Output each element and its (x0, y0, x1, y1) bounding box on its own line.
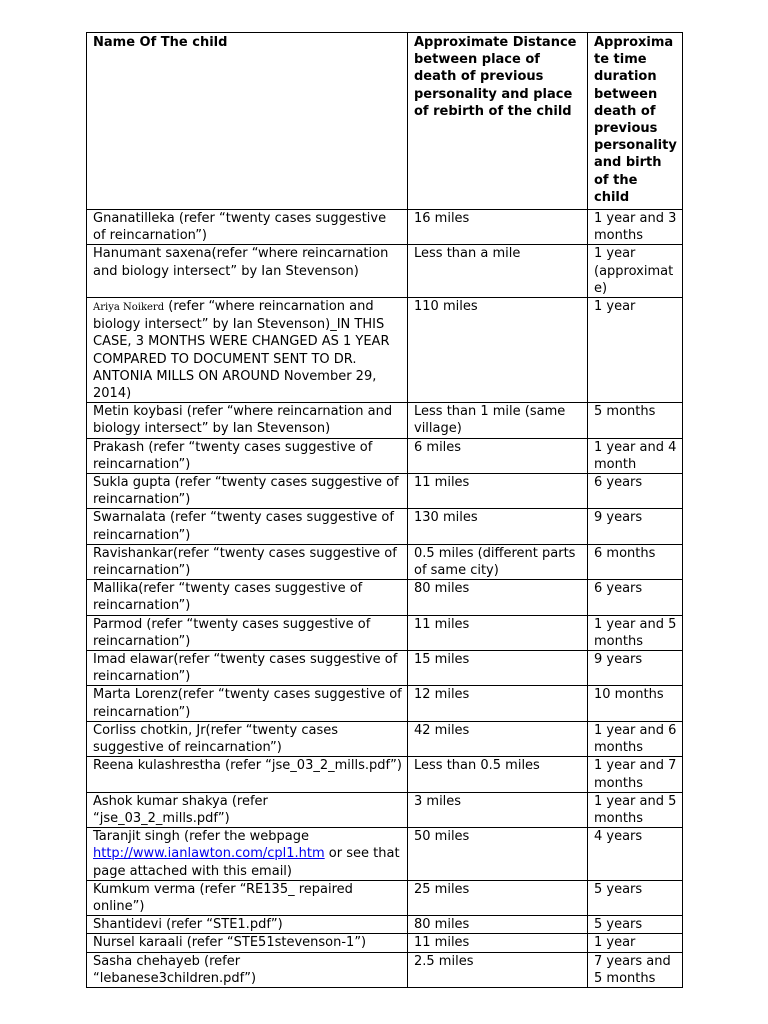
header-distance: Approximate Distance between place of death of previous personality and place of rebirth of the child (408, 33, 588, 210)
cell-name: Shantidevi (refer “STE1.pdf”) (87, 916, 408, 934)
cell-time: 5 months (588, 403, 683, 438)
cell-distance: 15 miles (408, 651, 588, 686)
cell-distance: 80 miles (408, 916, 588, 934)
cell-time: 6 months (588, 544, 683, 579)
cell-time: 1 year (588, 934, 683, 952)
cell-name: Reena kulashrestha (refer “jse_03_2_mills.pdf”) (87, 757, 408, 792)
cell-time: 5 years (588, 880, 683, 915)
cell-name-text: or see that page attached with this email) (93, 846, 400, 879)
cell-distance: 0.5 miles (different parts of same city) (408, 544, 588, 579)
table-row (87, 757, 683, 792)
table-row (87, 210, 683, 245)
cell-name (87, 298, 408, 403)
table-row (87, 721, 683, 756)
cell-name: Ashok kumar shakya (refer “jse_03_2_mills.pdf”) (87, 792, 408, 827)
cell-time: 9 years (588, 651, 683, 686)
cell-time: 10 months (588, 686, 683, 721)
table-row (87, 916, 683, 934)
cell-name: Prakash (refer “twenty cases suggestive of reincarnation”) (87, 438, 408, 473)
cell-distance: 110 miles (408, 298, 588, 403)
cell-name: Ravishankar(refer “twenty cases suggestive of reincarnation”) (87, 544, 408, 579)
children-table (86, 32, 683, 988)
cell-distance: Less than 0.5 miles (408, 757, 588, 792)
table-row (87, 615, 683, 650)
cell-name: Hanumant saxena(refer “where reincarnation and biology intersect” by Ian Stevenson) (87, 245, 408, 298)
cell-distance: Less than 1 mile (same village) (408, 403, 588, 438)
cell-distance: 11 miles (408, 474, 588, 509)
header-name: Name Of The child (87, 33, 408, 210)
cell-name: Nursel karaali (refer “STE51stevenson-1”) (87, 934, 408, 952)
cell-time: 7 years and 5 months (588, 952, 683, 987)
cell-name: Kumkum verma (refer “RE135_ repaired online”) (87, 880, 408, 915)
cell-name: Gnanatilleka (refer “twenty cases suggestive of reincarnation”) (87, 210, 408, 245)
cell-name: Swarnalata (refer “twenty cases suggestive of reincarnation”) (87, 509, 408, 544)
cell-time: 9 years (588, 509, 683, 544)
table-row (87, 792, 683, 827)
cell-time: 6 years (588, 580, 683, 615)
cell-distance: 16 miles (408, 210, 588, 245)
cell-name-text: (refer “where reincarnation and biology intersect” by Ian Stevenson)_IN THIS CASE, 3 MONTHS WERE CHANGED AS 1 YEAR COMPARED TO DOCUMENT SENT TO DR. ANTONIA MILLS ON AROUND November 29, 2014) (93, 299, 390, 402)
cell-time: 1 year and 4 month (588, 438, 683, 473)
cell-distance: 130 miles (408, 509, 588, 544)
cell-distance: 11 miles (408, 934, 588, 952)
cell-name: Sasha chehayeb (refer “lebanese3children.pdf”) (87, 952, 408, 987)
cell-name: Marta Lorenz(refer “twenty cases suggestive of reincarnation”) (87, 686, 408, 721)
table-row (87, 880, 683, 915)
cell-name: Metin koybasi (refer “where reincarnation and biology intersect” by Ian Stevenson) (87, 403, 408, 438)
table-row (87, 403, 683, 438)
cell-distance: 11 miles (408, 615, 588, 650)
cell-name: Sukla gupta (refer “twenty cases suggestive of reincarnation”) (87, 474, 408, 509)
table-row (87, 544, 683, 579)
table-row (87, 438, 683, 473)
table-row (87, 298, 683, 403)
cell-time: 1 year and 7 months (588, 757, 683, 792)
cell-name: Parmod (refer “twenty cases suggestive of reincarnation”) (87, 615, 408, 650)
cell-distance: 25 miles (408, 880, 588, 915)
cell-distance: 6 miles (408, 438, 588, 473)
cell-name: Mallika(refer “twenty cases suggestive of reincarnation”) (87, 580, 408, 615)
table-row (87, 245, 683, 298)
table-header-row (87, 33, 683, 210)
cell-distance: 2.5 miles (408, 952, 588, 987)
table-row (87, 509, 683, 544)
table-row (87, 580, 683, 615)
cell-name: Corliss chotkin, Jr(refer “twenty cases suggestive of reincarnation”) (87, 721, 408, 756)
cell-distance: 12 miles (408, 686, 588, 721)
cell-time: 1 year and 5 months (588, 615, 683, 650)
cell-time: 6 years (588, 474, 683, 509)
table-row (87, 828, 683, 881)
cell-distance: 42 miles (408, 721, 588, 756)
cell-distance: Less than a mile (408, 245, 588, 298)
webpage-link[interactable]: http://www.ianlawton.com/cpl1.htm (93, 846, 325, 862)
cell-name-prefix: Ariya Noikerd (93, 302, 165, 314)
cell-time: 1 year and 6 months (588, 721, 683, 756)
cell-name: Imad elawar(refer “twenty cases suggestive of reincarnation”) (87, 651, 408, 686)
cell-name (87, 828, 408, 881)
table-row (87, 686, 683, 721)
cell-time: 5 years (588, 916, 683, 934)
cell-name-text: Taranjit singh (refer the webpage (93, 829, 310, 845)
table-row (87, 952, 683, 987)
cell-time: 1 year (approximate) (588, 245, 683, 298)
cell-time: 1 year (588, 298, 683, 403)
table-row (87, 934, 683, 952)
cell-time: 1 year and 3 months (588, 210, 683, 245)
cell-distance: 3 miles (408, 792, 588, 827)
cell-distance: 50 miles (408, 828, 588, 881)
table-row (87, 474, 683, 509)
cell-time: 4 years (588, 828, 683, 881)
table-row (87, 651, 683, 686)
cell-distance: 80 miles (408, 580, 588, 615)
cell-time: 1 year and 5 months (588, 792, 683, 827)
header-time: Approximate time duration between death of previous personality and birth of the child (588, 33, 683, 210)
